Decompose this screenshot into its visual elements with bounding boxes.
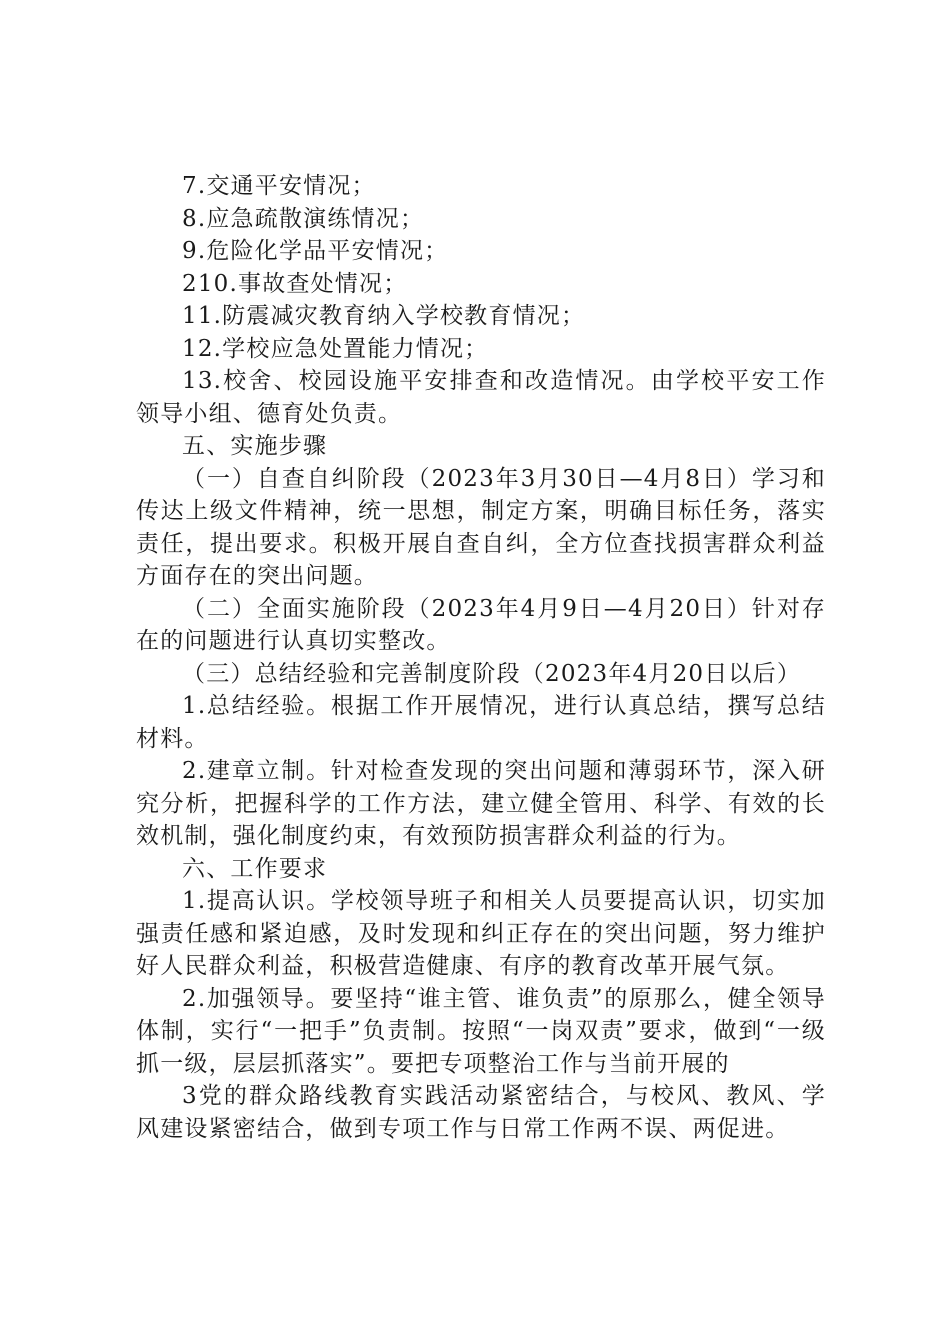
section-heading-work-requirements: 六、工作要求 — [182, 855, 328, 882]
document-body — [136, 170, 826, 1145]
paragraph-item-9: 9.危险化学品平安情况； — [182, 238, 449, 264]
paragraph-item-10: 210.事故查处情况； — [182, 270, 408, 297]
paragraph-item-8: 8.应急疏散演练情况； — [182, 205, 425, 232]
paragraph-item-12: 12.学校应急处置能力情况； — [182, 335, 489, 362]
paragraph-phase-2: （二）全面实施阶段（2023年4月9日—4月20日）针对存在的问题进行认真切实整改。 — [136, 595, 826, 654]
paragraph-phase-1: （一）自查自纠阶段（2023年3月30日—4月8日）学习和传达上级文件精神，统一思想，制定方案，明确目标任务，落实责任，提出要求。积极开展自查自纠，全方位查找损害群众利益方面存在的突出问题。 — [136, 465, 826, 589]
paragraph-raise-awareness: 1.提高认识。学校领导班子和相关人员要提高认识，切实加强责任感和紧迫感，及时发现和纠正存在的突出问题，努力维护好人民群众利益，积极营造健康、有序的教育改革开展气氛。 — [136, 888, 826, 979]
paragraph-item-11: 11.防震减灾教育纳入学校教育情况； — [182, 303, 586, 329]
paragraph-continuation: 3党的群众路线教育实践活动紧密结合，与校风、教风、学风建设紧密结合，做到专项工作与日常工作两不误、两促进。 — [136, 1083, 826, 1142]
paragraph-item-7: 7.交通平安情况； — [182, 173, 376, 199]
section-heading-implementation-steps: 五、实施步骤 — [182, 433, 328, 459]
paragraph-summary-experience: 1.总结经验。根据工作开展情况，进行认真总结，撰写总结材料。 — [136, 693, 826, 752]
paragraph-phase-3: （三）总结经验和完善制度阶段（2023年4月20日以后） — [182, 660, 802, 687]
paragraph-strengthen-leadership: 2.加强领导。要坚持“谁主管、谁负责”的原那么，健全领导体制，实行“一把手”负责制。按照“一岗双责”要求，做到“一级抓一级，层层抓落实”。要把专项整治工作与当前开展的 — [136, 985, 826, 1077]
paragraph-item-13: 13.校舍、校园设施平安排查和改造情况。由学校平安工作领导小组、德育处负责。 — [136, 368, 826, 427]
paragraph-build-rules: 2.建章立制。针对检查发现的突出问题和薄弱环节，深入研究分析，把握科学的工作方法，建立健全管用、科学、有效的长效机制，强化制度约束，有效预防损害群众利益的行为。 — [136, 758, 826, 849]
